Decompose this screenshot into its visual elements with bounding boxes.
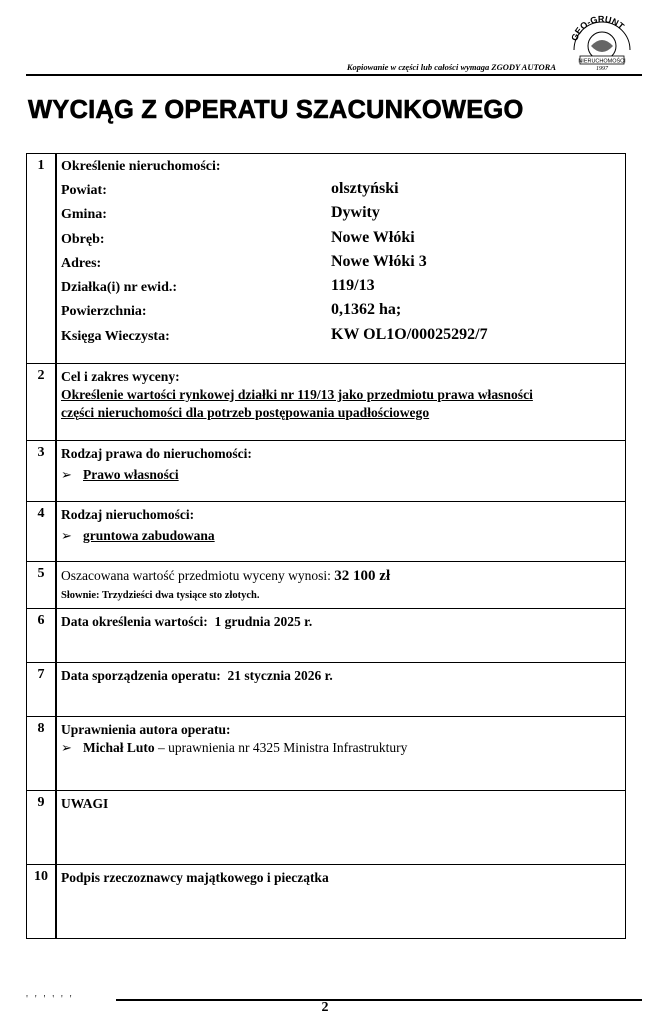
footer-rule (116, 999, 642, 1001)
field-obreb: Obręb: Nowe Włóki (61, 228, 415, 247)
row-valuation-date (27, 608, 625, 662)
valuation-date-label: Data określenia wartości: (61, 614, 208, 629)
document-title: WYCIĄG Z OPERATU SZACUNKOWEGO (28, 96, 524, 124)
row-signature (27, 864, 625, 938)
row-number: 9 (37, 795, 45, 810)
row-heading: Uprawnienia autora operatu: (61, 722, 231, 737)
field-powierzchnia: Powierzchnia: 0,1362 ha; (61, 301, 402, 320)
row-remarks (27, 790, 625, 864)
valuation-date-value: 1 grudnia 2025 r. (214, 614, 313, 629)
row-report-date (27, 662, 625, 716)
page-number: 2 (321, 1000, 329, 1015)
row-right-type (27, 440, 625, 501)
svg-text:GEO-GRUNT (569, 14, 626, 42)
row-number: 1 (37, 158, 45, 173)
author-name: Michał Luto (83, 740, 155, 755)
row-heading: Rodzaj nieruchomości: (61, 507, 195, 522)
bullet-arrow-icon: ➢ (61, 740, 72, 755)
bullet-arrow-icon: ➢ (61, 528, 72, 543)
row-number: 5 (37, 566, 45, 581)
purpose-line-2: części nieruchomości dla potrzeb postępowania upadłościowego (61, 405, 430, 420)
row-number: 10 (34, 869, 48, 884)
estimated-value: 32 100 zł (334, 568, 391, 584)
bullet-arrow-icon: ➢ (61, 467, 72, 482)
row-number: 4 (37, 506, 45, 521)
logo-arc-text: GEO-GRUNT (569, 13, 627, 43)
row-number: 7 (37, 667, 45, 682)
row-number: 3 (37, 445, 45, 460)
field-powiat: Powiat: olsztyński (61, 180, 399, 198)
logo-year: 1997 (596, 66, 608, 72)
row-property-type (27, 501, 625, 561)
field-dzialka: Działka(i) nr ewid.: 119/13 (61, 277, 375, 296)
scan-artifact: ' ' ' ' ' ' (26, 993, 74, 1005)
row-valuation-purpose (27, 363, 625, 440)
row-number: 8 (37, 721, 45, 736)
header-rule (26, 74, 642, 76)
row-author-qualifications (27, 716, 625, 790)
author-license: – uprawnienia nr 4325 Ministra Infrastruktury (154, 740, 408, 755)
row-number: 6 (37, 613, 45, 628)
report-date-value: 21 stycznia 2026 r. (227, 668, 333, 683)
value-in-words: Słownie: Trzydzieści dwa tysiące sto złotych. (61, 590, 260, 601)
report-date-label: Data sporządzenia operatu: (61, 668, 221, 683)
row-estimated-value (27, 561, 625, 608)
field-gmina: Gmina: Dywity (61, 204, 380, 223)
copy-notice: Kopiowanie w części lub całości wymaga ZGODY AUTORA (346, 62, 556, 72)
row-property-definition (27, 154, 625, 363)
row-heading: Cel i zakres wyceny: (61, 369, 180, 384)
property-fields (61, 178, 621, 348)
row-heading: Rodzaj prawa do nieruchomości: (61, 446, 252, 461)
logo-band-text: NIERUCHOMOŚCI (578, 58, 626, 65)
field-adres: Adres: Nowe Włóki 3 (61, 252, 427, 271)
geo-grunt-logo (566, 8, 638, 72)
property-type-value: gruntowa zabudowana (83, 528, 215, 543)
extract-form-table (26, 153, 626, 939)
signature-heading: Podpis rzeczoznawcy majątkowego i pieczątka (61, 870, 329, 885)
field-ksiega-wieczysta: Księga Wieczysta: KW OL1O/00025292/7 (61, 325, 488, 344)
remarks-heading: UWAGI (61, 796, 109, 811)
row-number: 2 (37, 368, 45, 383)
right-type-value: Prawo własności (83, 467, 179, 482)
row-heading: Określenie nieruchomości: (61, 159, 221, 174)
value-statement: Oszacowana wartość przedmiotu wyceny wynosi: (61, 568, 331, 583)
purpose-line-1: Określenie wartości rynkowej działki nr 119/13 jako przedmiotu prawa własności (61, 387, 533, 402)
